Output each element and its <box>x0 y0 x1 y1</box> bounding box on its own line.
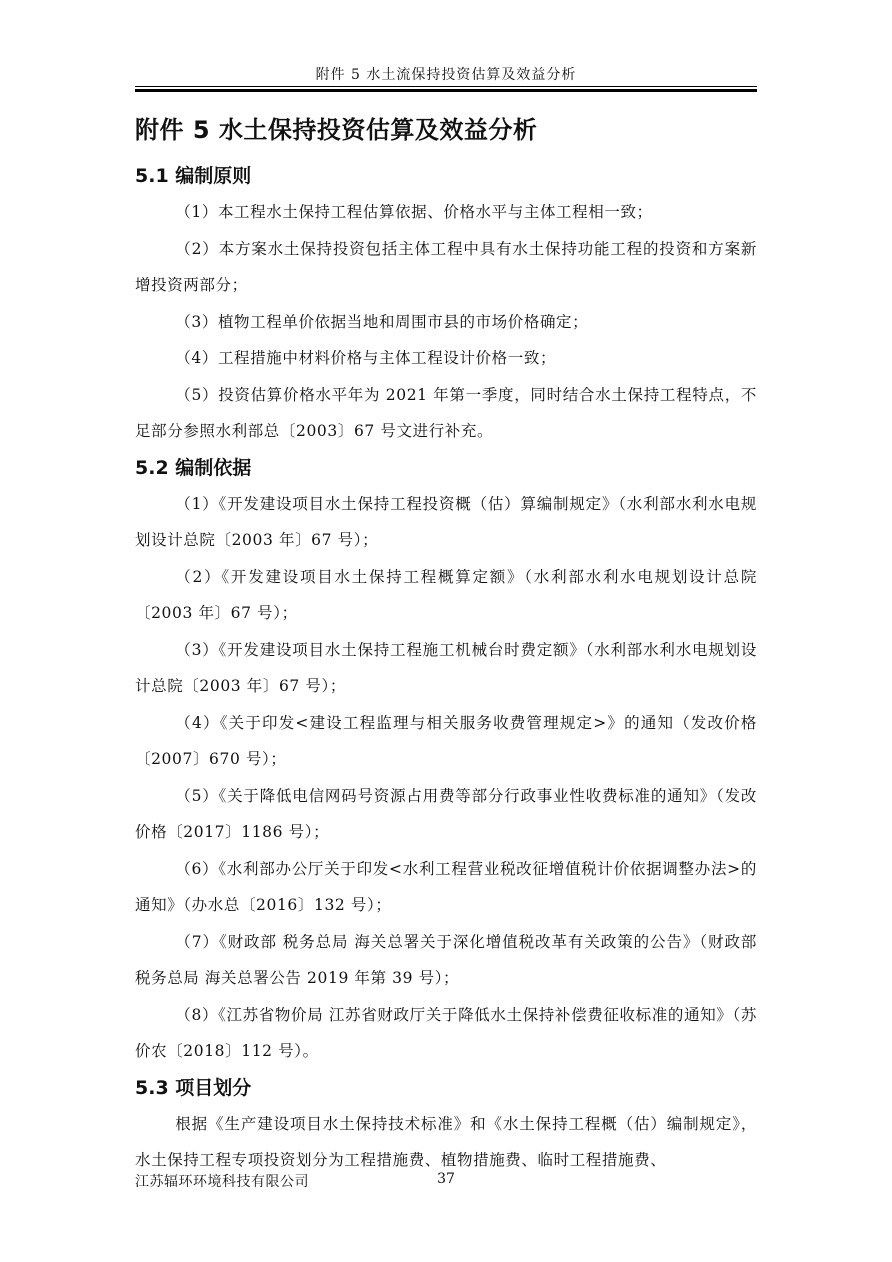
page-number: 37 <box>437 1171 455 1187</box>
paragraph: （8）《江苏省物价局 江苏省财政厅关于降低水土保持补偿费征收标准的通知》（苏价农〔2018〕112 号）。 <box>135 1005 757 1060</box>
paragraph: （6）《水利部办公厅关于印发<水利工程营业税改征增值税计价依据调整办法>的通知》（办水总〔2016〕132 号）； <box>135 859 757 914</box>
running-header: 附件 5 水土流保持投资估算及效益分析 <box>315 67 577 83</box>
paragraph: （1）本工程水土保持工程估算依据、价格水平与主体工程相一致； <box>175 203 653 221</box>
paragraph: （5）《关于降低电信网码号资源占用费等部分行政事业性收费标准的通知》（发改价格〔2017〕1186 号）； <box>135 786 757 841</box>
paragraph: 根据《生产建设项目水土保持技术标准》和《水土保持工程概（估）编制规定》，水土保持工程专项投资划分为工程措施费、植物措施费、临时工程措施费、 <box>135 1114 757 1169</box>
header-rule-thick <box>135 89 757 92</box>
paragraph: （1）《开发建设项目水土保持工程投资概（估）算编制规定》（水利部水利水电规划设计总院〔2003 年〕67 号）； <box>135 494 757 549</box>
section-5-3 <box>135 1070 757 1179</box>
paragraph: （4）《关于印发<建设工程监理与相关服务收费管理规定>》的通知（发改价格〔2007〕670 号）； <box>135 713 757 768</box>
section-heading: 5.1 编制原则 <box>135 165 252 187</box>
section-5-2 <box>135 450 757 1070</box>
paragraph: （3）《开发建设项目水土保持工程施工机械台时费定额》（水利部水利水电规划设计总院〔2003 年〕67 号）； <box>135 640 757 695</box>
document-body <box>135 112 757 1179</box>
paragraph: （2）本方案水土保持投资包括主体工程中具有水土保持功能工程的投资和方案新增投资两部分； <box>135 239 757 294</box>
paragraph: （4）工程措施中材料价格与主体工程设计价格一致； <box>175 349 557 367</box>
header-rule-thin <box>135 86 757 87</box>
section-heading: 5.2 编制依据 <box>135 456 252 479</box>
page-title: 附件 5 水土保持投资估算及效益分析 <box>135 116 538 144</box>
paragraph: （5）投资估算价格水平年为 2021 年第一季度，同时结合水土保持工程特点，不足部分参照水利部总〔2003〕67 号文进行补充。 <box>135 385 757 440</box>
section-heading: 5.3 项目划分 <box>135 1076 252 1099</box>
paragraph: （3）植物工程单价依据当地和周围市县的市场价格确定； <box>175 312 589 331</box>
paragraph: （2）《开发建设项目水土保持工程概算定额》（水利部水利水电规划设计总院〔2003 年〕67 号）； <box>135 567 757 622</box>
section-5-1 <box>135 158 757 450</box>
paragraph: （7）《财政部 税务总局 海关总署关于深化增值税改革有关政策的公告》（财政部 税务总局 海关总署公告 2019 年第 39 号）； <box>135 932 757 987</box>
footer-company: 江苏辐环环境科技有限公司 <box>135 1174 309 1190</box>
